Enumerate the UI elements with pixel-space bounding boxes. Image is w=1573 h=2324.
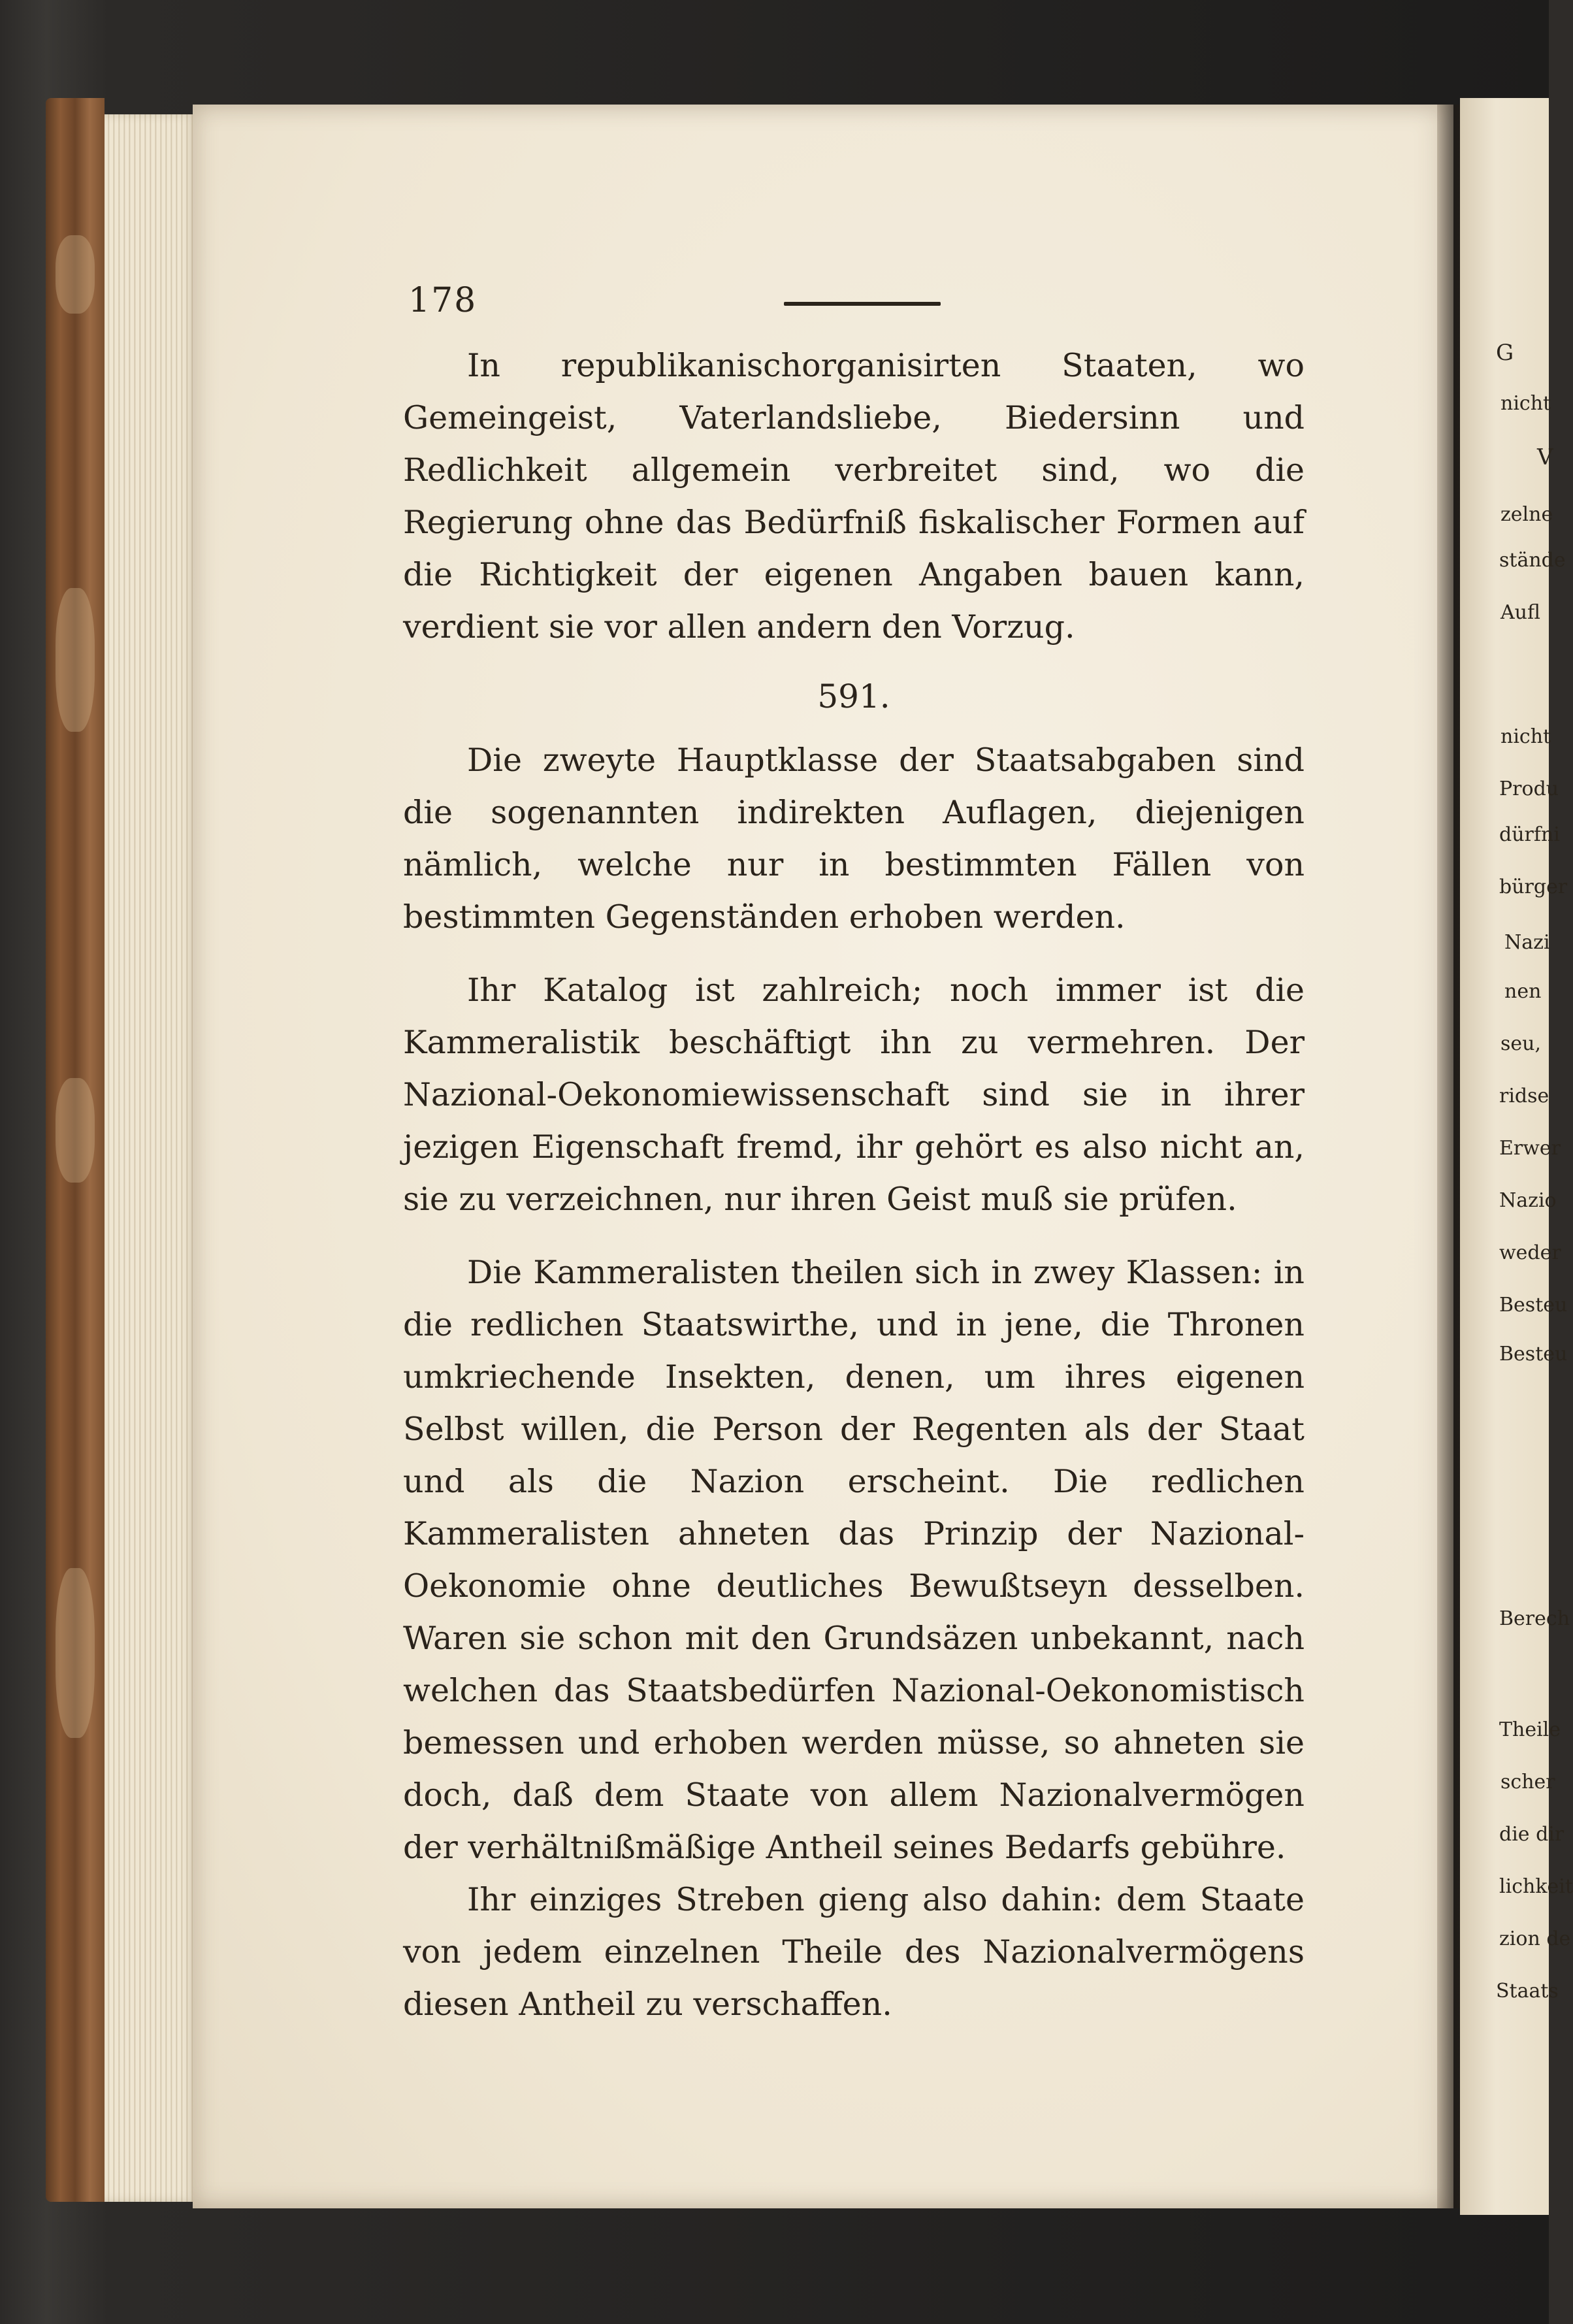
- facing-page-fragment: nicht: [1500, 725, 1551, 748]
- facing-page-fragment: ridse: [1499, 1085, 1549, 1107]
- facing-page-fragment: V: [1537, 444, 1553, 470]
- cover-marbling: [56, 588, 95, 732]
- paragraph: Ihr einziges Streben gieng also dahin: dem Staate von jedem einzelnen Theile des Nazionalvermögens diesen Antheil zu verschaffen.: [403, 1881, 1305, 2023]
- facing-page-fragment: zelne: [1500, 503, 1553, 526]
- facing-page-fragment: Nazio: [1499, 1189, 1557, 1212]
- section-number: 591.: [817, 678, 890, 715]
- facing-page-fragment: Nazi: [1504, 931, 1550, 954]
- body-text: [403, 340, 1305, 2031]
- facing-page: [1460, 98, 1573, 2215]
- page-header: [408, 281, 1310, 320]
- cover-marbling: [56, 1078, 95, 1183]
- facing-page-fragment: weder: [1499, 1241, 1561, 1264]
- cover-marbling: [56, 235, 95, 314]
- facing-page-fragment: die dir: [1499, 1823, 1565, 1846]
- facing-page-fragment: bürger: [1499, 876, 1568, 898]
- header-rule: [784, 302, 941, 306]
- paragraph: Die zweyte Hauptklasse der Staatsabgaben sind die sogenannten indirekten Auflagen, diejenigen nämlich, welche nur in bestimmten Fällen von bestimmten Gegenständen erhoben werden.: [403, 742, 1305, 936]
- facing-page-fragment: Aufl: [1500, 601, 1540, 624]
- facing-page-fragment: lichkeit: [1499, 1875, 1573, 1898]
- facing-page-fragment: Staats: [1496, 1980, 1559, 2003]
- facing-page-fragment: zion de: [1499, 1927, 1571, 1950]
- facing-page-fragment: nicht: [1500, 392, 1551, 415]
- facing-page-fragment: Theile: [1499, 1718, 1561, 1741]
- facing-page-fragment: nen: [1504, 980, 1542, 1003]
- paragraph: Ihr Katalog ist zahlreich; noch immer ist die Kammeralistik beschäftigt ihn zu vermehren. Der Nazional-Oekonomiewissenschaft sind sie in ihrer jezigen Eigenschaft fremd, ihr gehört es also nicht an, sie zu verzeichnen, nur ihren Geist muß sie prüfen.: [403, 972, 1305, 1218]
- page-edges: [105, 114, 196, 2202]
- facing-page-fragment: stände: [1499, 549, 1566, 572]
- cover-marbling: [56, 1568, 95, 1738]
- facing-page-fragment: Erwer: [1499, 1137, 1561, 1160]
- paragraph: In republikanischorganisirten Staaten, wo Gemeingeist, Vaterlandsliebe, Biedersinn und Redlichkeit allgemein verbreitet sind, wo die Regierung ohne das Bedürfniß fiskalischer Formen auf die Richtigkeit der eigenen Angaben bauen kann, verdient sie vor allen andern den Vorzug.: [403, 347, 1305, 646]
- facing-page-fragment: G: [1496, 340, 1514, 366]
- facing-page-fragment: dürfni: [1499, 823, 1560, 846]
- facing-page-fragment: Berech: [1499, 1607, 1570, 1630]
- page-number: 178: [408, 281, 478, 320]
- facing-page-fragment: Besteu: [1499, 1294, 1568, 1317]
- facing-page-fragment: Besteu: [1499, 1343, 1568, 1366]
- facing-page-fragment: seu,: [1500, 1032, 1542, 1055]
- facing-page-fragment: Produ: [1499, 777, 1559, 800]
- facing-page-fragment: scher: [1500, 1771, 1555, 1793]
- paragraph: Die Kammeralisten theilen sich in zwey Klassen: in die redlichen Staatswirthe, und in jene, die Thronen umkriechende Insekten, denen, um ihres eigenen Selbst willen, die Person der Regenten als der Staat und als die Nazion erscheint. Die redlichen Kammeralisten ahneten das Prinzip der Nazional-Oekonomie ohne deutliches Bewußtseyn desselben. Waren sie schon mit den Grundsäzen unbekannt, nach welchen das Staatsbedürfen Nazional-Oekonomistisch bemessen und erhoben werden müsse, so ahneten sie doch, daß dem Staate von allem Nazionalvermögen der verhältnißmäßige Antheil seines Bedarfs gebühre.: [403, 1254, 1305, 1866]
